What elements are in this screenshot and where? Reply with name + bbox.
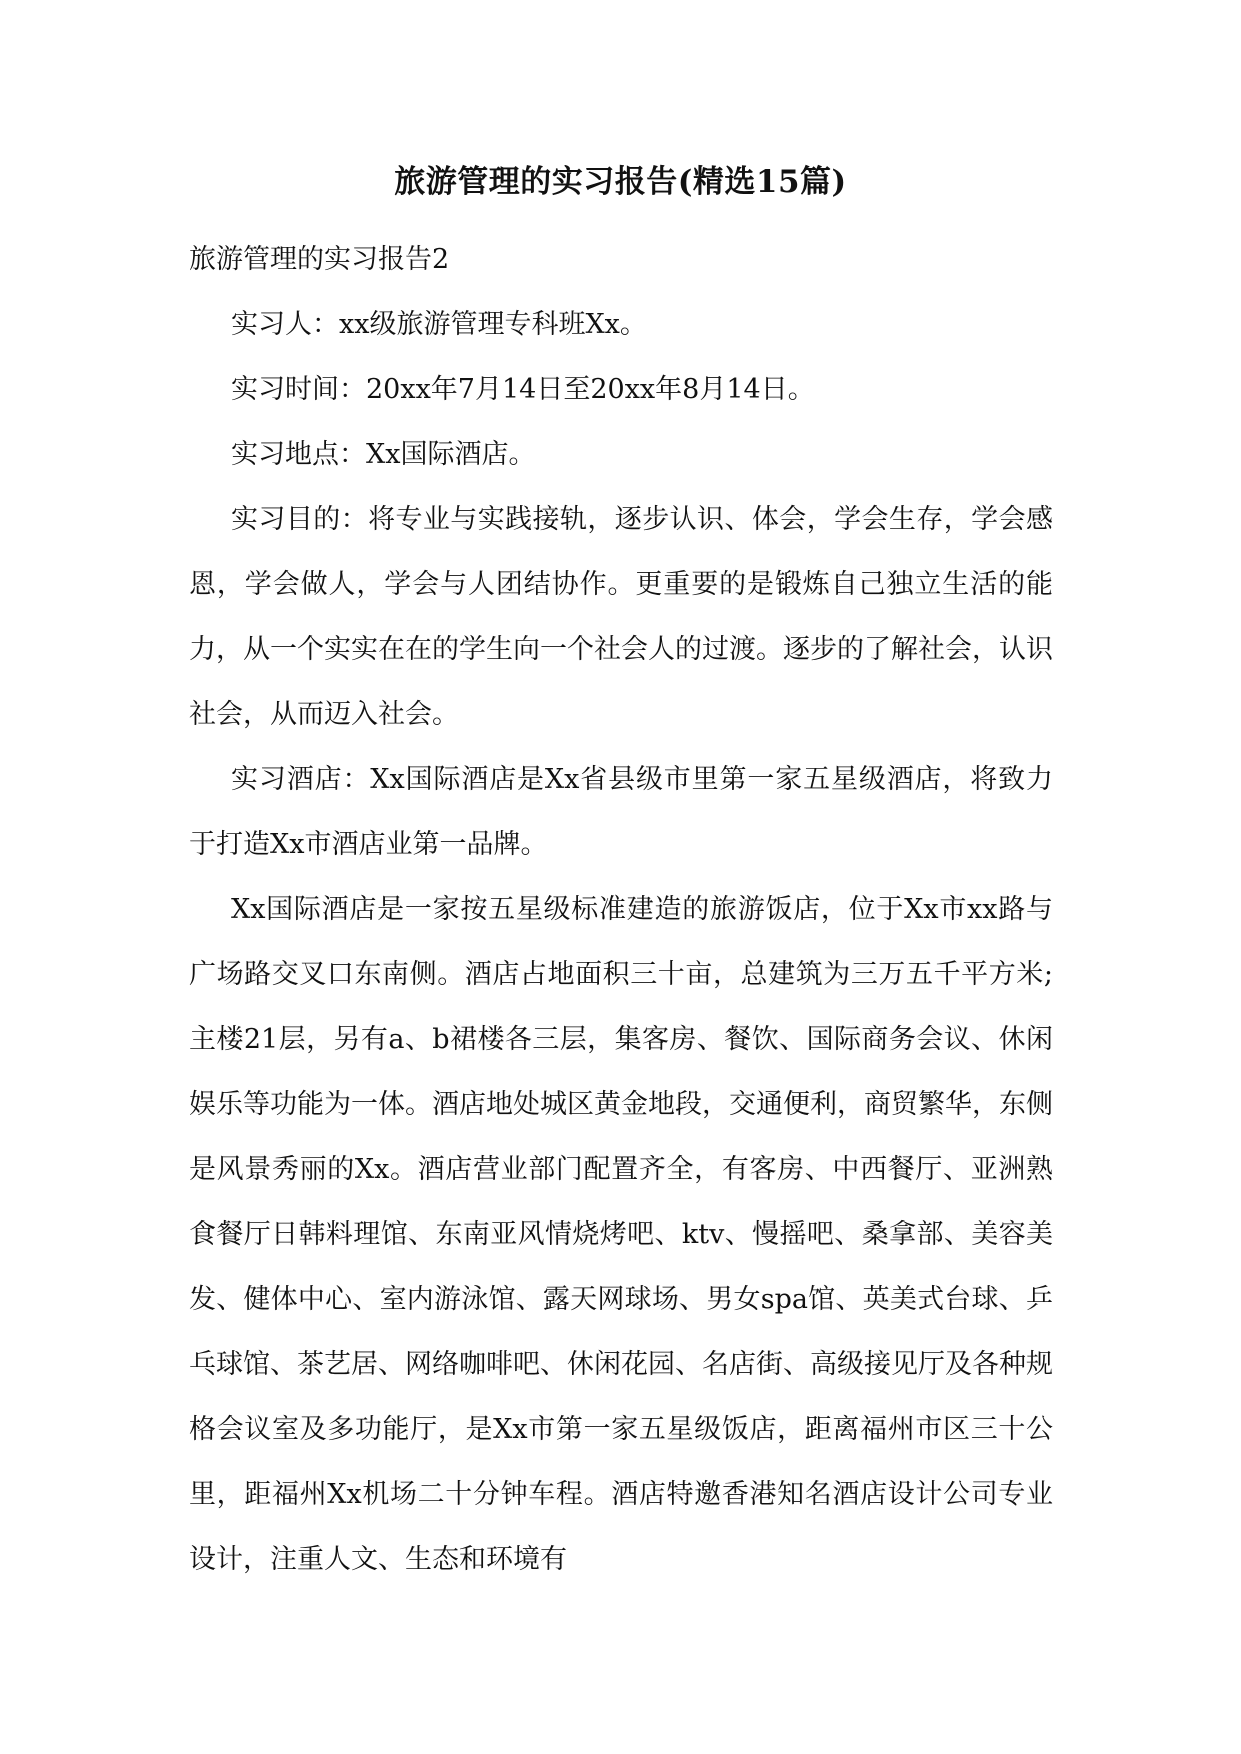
paragraph-intern: 实习人：xx级旅游管理专科班Xx。	[231, 309, 647, 340]
paragraph-hotel-description: Xx国际酒店是一家按五星级标准建造的旅游饭店，位于Xx市xx路与广场路交叉口东南侧。酒店占地面积三十亩，总建筑为三万五千平方米;主楼21层，另有a、b裙楼各三层，集客房、餐饮、国际商务会议、休闲娱乐等功能为一体。酒店地处城区黄金地段，交通便利，商贸繁华，东侧是风景秀丽的Xx。酒店营业部门配置齐全，有客房、中西餐厅、亚洲熟食餐厅日韩料理馆、东南亚风情烧烤吧、ktv、慢摇吧、桑拿部、美容美发、健体中心、室内游泳馆、露天网球场、男女spa馆、英美式台球、乒乓球馆、茶艺居、网络咖啡吧、休闲花园、名店街、高级接见厅及各种规格会议室及多功能厅，是Xx市第一家五星级饭店，距离福州市区三十公里，距福州Xx机场二十分钟车程。酒店特邀香港知名酒店设计公司专业设计，注重人文、生态和环境有	[189, 894, 1053, 1575]
paragraph-hotel: 实习酒店：Xx国际酒店是Xx省县级市里第一家五星级酒店，将致力于打造Xx市酒店业第一品牌。	[189, 764, 1053, 860]
document-body	[189, 227, 1053, 1592]
paragraph-purpose: 实习目的：将专业与实践接轨，逐步认识、体会，学会生存，学会感恩，学会做人，学会与人团结协作。更重要的是锻炼自己独立生活的能力，从一个实实在在的学生向一个社会人的过渡。逐步的了解社会，认识社会，从而迈入社会。	[189, 504, 1053, 730]
paragraph-location: 实习地点：Xx国际酒店。	[231, 439, 536, 470]
document-title: 旅游管理的实习报告(精选15篇)	[394, 164, 847, 200]
paragraph-time: 实习时间：20xx年7月14日至20xx年8月14日。	[231, 374, 815, 405]
section-heading: 旅游管理的实习报告2	[189, 244, 450, 275]
